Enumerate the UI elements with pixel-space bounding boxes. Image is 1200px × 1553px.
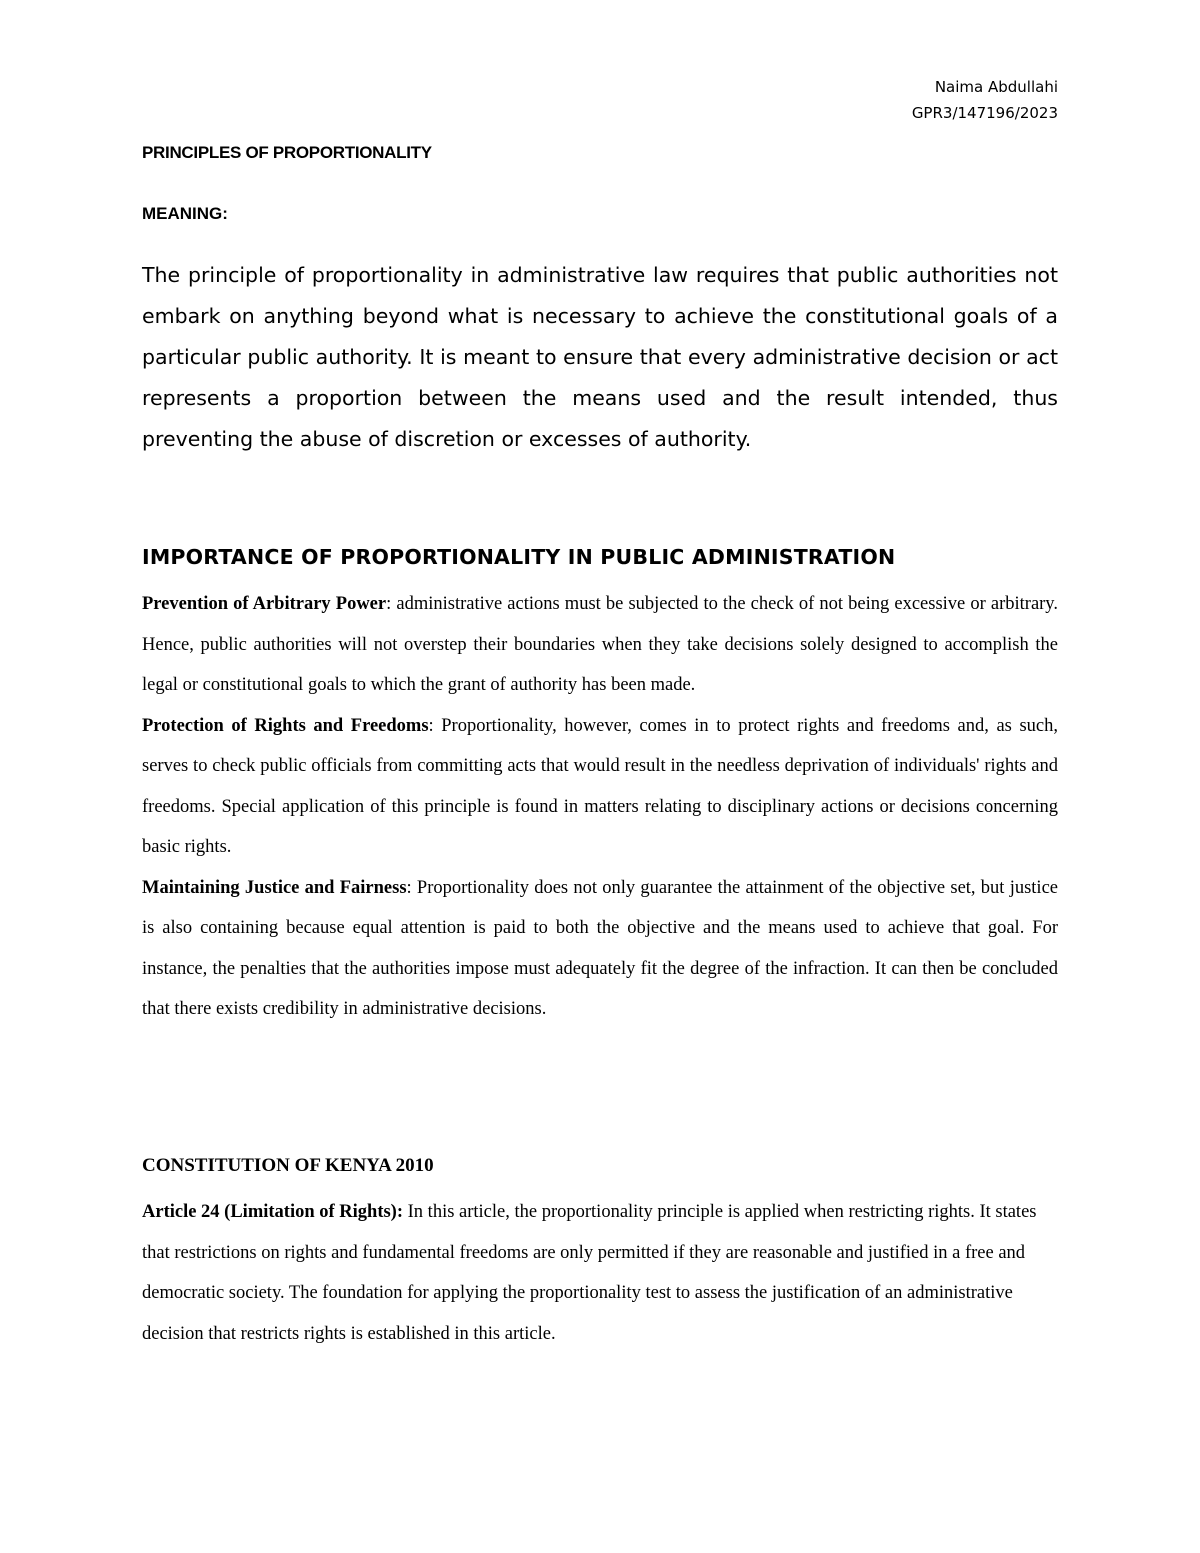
constitution-heading: CONSTITUTION OF KENYA 2010	[142, 1155, 434, 1176]
item-text: : Proportionality, however, comes in to protect rights and freedoms and, as such, serves to check public officials from committing acts that would result in the needless deprivation of individuals' rights and freedoms. Special application of this principle is found in matters relating to disciplinary actions or decisions concerning basic rights.	[142, 715, 1058, 857]
item-text: : administrative actions must be subjected to the check of not being excessive or arbitrary. Hence, public authorities will not overstep their boundaries when they take decisions solely designed to accomplish the legal or constitutional goals to which the grant of authority has been made.	[142, 594, 1058, 695]
item-term: Prevention of Arbitrary Power	[142, 594, 387, 614]
item-term: Maintaining Justice and Fairness	[142, 877, 407, 898]
importance-heading: IMPORTANCE OF PROPORTIONALITY IN PUBLIC ADMINISTRATION	[142, 545, 896, 569]
article-text: In this article, the proportionality principle is applied when restricting rights. It states that restrictions on rights and fundamental freedoms are only permitted if they are reasonable and justified in a free and democratic society. The foundation for applying the proportionality test to assess the justification of an administrative decision that restricts rights is established in this article.	[142, 1202, 1037, 1344]
item-text: : Proportionality does not only guarantee the attainment of the objective set, but justice is also containing because equal attention is paid to both the objective and the means used to achieve that goal. For instance, the penalties that the authorities impose must adequately fit the degree of the infraction. It can then be concluded that there exists credibility in administrative decisions.	[142, 877, 1058, 1019]
importance-item-justice-fairness	[142, 868, 1058, 1030]
registration-number: GPR3/147196/2023	[911, 104, 1058, 122]
importance-item-rights-freedoms	[142, 706, 1058, 868]
author-block	[912, 74, 1058, 126]
meaning-heading: MEANING:	[142, 204, 228, 223]
article-24-paragraph	[142, 1192, 1058, 1354]
item-term: Protection of Rights and Freedoms	[142, 715, 429, 736]
meaning-paragraph: The principle of proportionality in administrative law requires that public authorities not embark on anything beyond what is necessary to achieve the constitutional goals of a particular public authority. It is meant to ensure that every administrative decision or act represents a proportion between the means used and the result intended, thus preventing the abuse of discretion or excesses of authority.	[142, 263, 1058, 451]
importance-item-arbitrary-power	[142, 584, 1058, 706]
author-name: Naima Abdullahi	[934, 78, 1058, 96]
constitution-section	[142, 1192, 1058, 1354]
document-title: PRINCIPLES OF PROPORTIONALITY	[142, 143, 432, 162]
article-term: Article 24 (Limitation of Rights):	[142, 1202, 404, 1222]
importance-section	[142, 584, 1058, 1030]
